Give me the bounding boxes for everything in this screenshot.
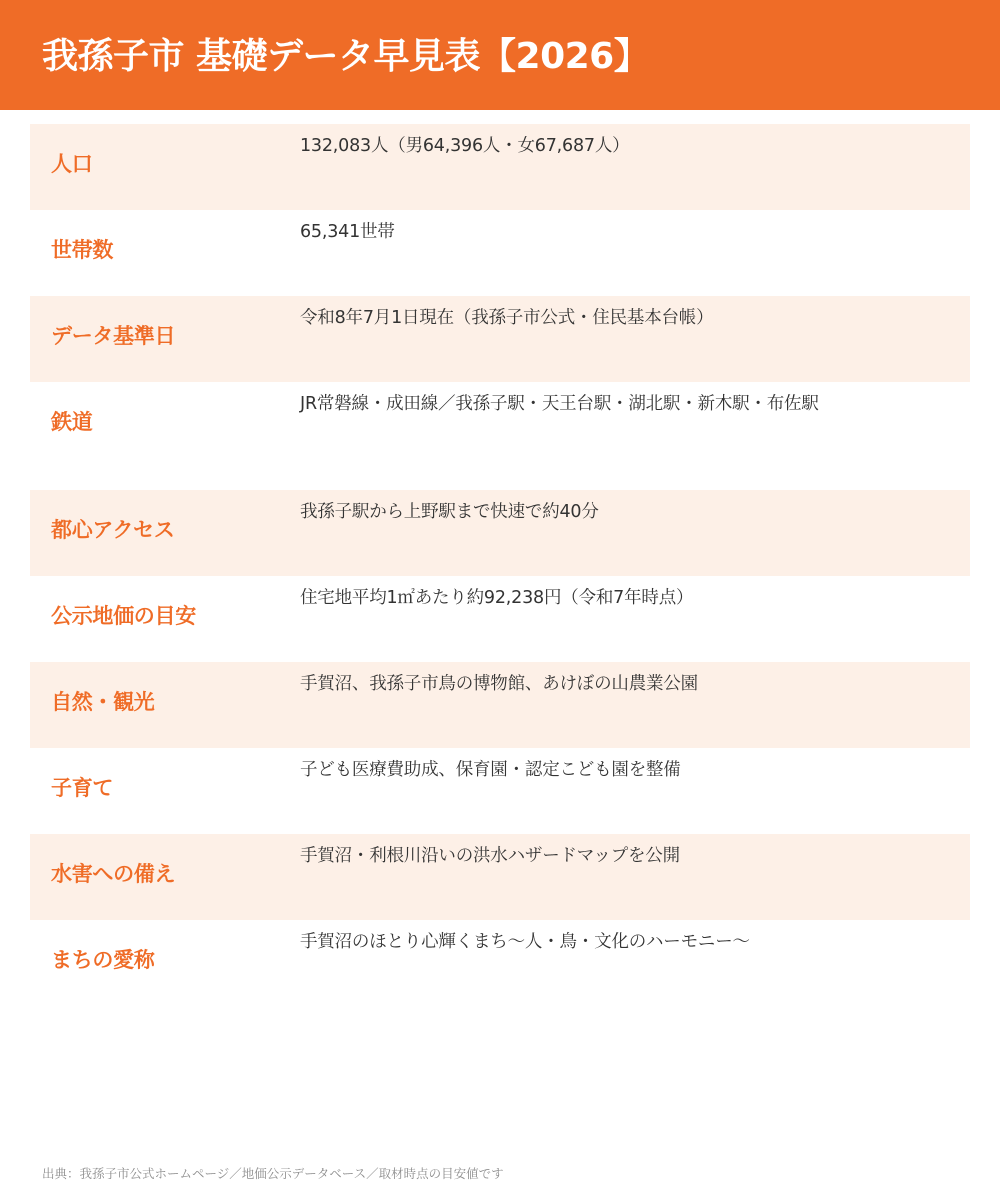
row-value: 65,341世帯: [300, 222, 395, 242]
row-label: 都心アクセス: [51, 518, 175, 542]
page-title: 我孫子市 基礎データ早見表【2026】: [42, 36, 650, 77]
table-row-nickname: [30, 920, 970, 1006]
row-value: 住宅地平均1㎡あたり約92,238円（令和7年時点）: [300, 588, 694, 608]
header-banner: [0, 0, 1000, 110]
table-row-flood: [30, 834, 970, 920]
row-value: 132,083人（男64,396人・女67,687人）: [300, 136, 630, 156]
row-label: まちの愛称: [51, 948, 155, 972]
row-label: データ基準日: [51, 324, 176, 348]
table-row-land-price: [30, 576, 970, 662]
table-row-households: [30, 210, 970, 296]
row-label: 子育て: [51, 776, 114, 800]
source-footnote: 出典：我孫子市公式ホームページ／地価公示データベース／取材時点の目安値です: [42, 1166, 504, 1181]
row-value: JR常磐線・成田線／我孫子駅・天王台駅・湖北駅・新木駅・布佐駅: [300, 394, 819, 414]
row-label: 水害への備え: [51, 862, 176, 886]
row-label: 鉄道: [51, 410, 93, 434]
row-label: 世帯数: [51, 238, 114, 262]
data-table: [30, 124, 970, 1006]
row-value: 手賀沼、我孫子市鳥の博物館、あけぼの山農業公園: [300, 674, 698, 694]
row-value: 手賀沼・利根川沿いの洪水ハザードマップを公開: [300, 846, 680, 866]
row-value: 子ども医療費助成、保育園・認定こども園を整備: [300, 760, 681, 780]
table-row-population: [30, 124, 970, 210]
table-row-childcare: [30, 748, 970, 834]
row-label: 人口: [51, 152, 93, 176]
table-row-railway: [30, 382, 970, 490]
table-row-data-date: [30, 296, 970, 382]
row-label: 自然・観光: [51, 690, 155, 714]
row-label: 公示地価の目安: [51, 604, 196, 628]
table-row-nature: [30, 662, 970, 748]
row-value: 手賀沼のほとり心輝くまち〜人・鳥・文化のハーモニー〜: [300, 932, 750, 952]
row-value: 我孫子駅から上野駅まで快速で約40分: [300, 502, 599, 522]
row-value: 令和8年7月1日現在（我孫子市公式・住民基本台帳）: [300, 308, 714, 328]
table-row-access: [30, 490, 970, 576]
